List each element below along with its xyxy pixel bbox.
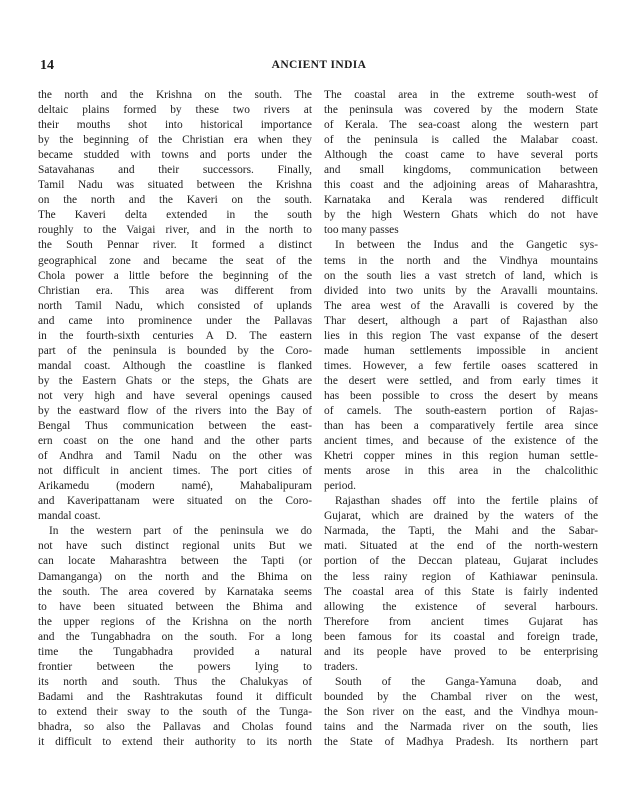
text-line: Satavahanas and their successors. Finally,: [38, 164, 312, 177]
text-line: the Son river on the east, and the Vindhya moun-: [324, 705, 598, 718]
text-line: the desert were settled, and from early times it: [324, 374, 598, 387]
text-line: deltaic plains formed by these two rivers at: [38, 104, 312, 117]
text-line: and Kaveripattanam were situated on the Coro-: [38, 495, 312, 508]
text-line: time the Tungabhadra provided a natural: [38, 645, 312, 658]
text-line: the south. The area covered by Karnataka seems: [38, 585, 312, 598]
text-line: Therefore from ancient times Gujarat has: [324, 615, 598, 628]
text-line: the less rainy region of Kathiawar peninsula.: [324, 570, 598, 583]
text-line: Khetri copper mines in this region human settle-: [324, 450, 598, 463]
text-line: divided into two units by the Aravalli mountains.: [324, 284, 598, 297]
text-line: to have been situated between the Bhima and: [38, 600, 312, 613]
text-line: geographical zone and became the seat of the: [38, 254, 312, 267]
text-line: tems in the north and the Vindhya mountains: [324, 254, 598, 267]
text-line: Thar desert, although a part of Rajasthan also: [324, 314, 598, 327]
text-line: of camels. The south-eastern portion of Rajas-: [324, 404, 598, 417]
text-line: The area west of the Aravalli is covered by the: [324, 299, 598, 312]
text-line: and its people have proved to be enterprising: [324, 645, 598, 658]
text-line: Narmada, the Tapti, the Mahi and the Sabar-: [324, 525, 598, 538]
text-line: can locate Maharashtra between the Tapti (or: [38, 555, 312, 568]
text-line: Bengal Thus communication between the east-: [38, 420, 312, 433]
text-line: and small kingdoms, communication between: [324, 164, 598, 177]
page-number: 14: [40, 58, 54, 73]
text-line: bounded by the Chambal river on the west,: [324, 690, 598, 703]
text-line: by the beginning of the Christian era when they: [38, 134, 312, 147]
text-line: Karnataka and Kerala was rendered difficult: [324, 194, 598, 207]
text-line: The coastal area in the extreme south-west of: [324, 89, 598, 101]
text-line: on the south lies a vast stretch of land, which is: [324, 269, 598, 282]
text-line: period.: [324, 480, 356, 493]
text-line: Gujarat, which are drained by the waters of the: [324, 510, 598, 523]
text-line: The Kaveri delta extended in the south: [38, 209, 312, 222]
text-line: ments arose in this area in the chalcolithic: [324, 465, 598, 478]
text-line: The coastal area of this State is fairly indented: [324, 585, 598, 598]
text-line: In between the Indus and the Gangetic sys-: [335, 239, 598, 252]
text-line: Arikamedu (modern namé), Mahabalipuram: [38, 480, 312, 493]
text-line: and the Tungabhadra on the south. For a long: [38, 630, 312, 643]
text-line: of the peninsula is called the Malabar coast.: [324, 134, 598, 147]
text-line: bhadra, so also the Pallavas and Cholas found: [38, 720, 312, 733]
text-line: the South Pennar river. It formed a distinct: [38, 239, 312, 252]
text-line: than has been a comparatively fertile area since: [324, 420, 598, 433]
text-line: its north and south. Thus the Chalukyas of: [38, 675, 312, 688]
text-line: in the fourth-sixth centuries A D. The eastern: [38, 329, 312, 342]
text-line: mandal coast. Although the coastline is flanked: [38, 359, 312, 372]
text-line: ancient times, and because of the existence of the: [324, 435, 598, 448]
text-line: ern coast on the one hand and the other parts: [38, 435, 312, 448]
text-line: of Kerala. The sea-coast along the western part: [324, 119, 598, 132]
text-line: traders.: [324, 660, 358, 673]
text-line: Chola power a little before the beginning of the: [38, 269, 312, 282]
text-line: mati. Situated at the end of the north-western: [324, 540, 598, 553]
text-line: on the north and the Kaveri on the south.: [38, 194, 312, 207]
text-line: too many passes: [324, 224, 399, 237]
text-line: been famous for its coastal and foreign trade,: [324, 630, 598, 643]
text-line: this coast and the adjoining areas of Maharashtra,: [324, 179, 598, 192]
text-line: roughly to the Vaigai river, and in the north to: [38, 224, 312, 237]
text-line: Although the coast came to have several ports: [324, 149, 598, 162]
running-title: ANCIENT INDIA: [271, 59, 367, 71]
text-line: times. However, a few fertile oases scattered in: [324, 359, 598, 372]
text-line: the State of Madhya Pradesh. Its northern part: [324, 736, 598, 749]
text-line: not very high and have several openings caused: [38, 389, 312, 402]
text-line: part of the peninsula is bounded by the Coro-: [38, 344, 312, 357]
left-column: [38, 88, 312, 750]
right-column: [324, 88, 598, 750]
text-line: In the western part of the peninsula we do: [49, 525, 312, 538]
text-line: the north and the Krishna on the south. The: [38, 89, 312, 101]
text-line: made human settlements impossible in ancient: [324, 344, 598, 357]
text-line: Badami and the Rashtrakutas found it difficult: [38, 690, 312, 703]
text-line: allowing the existence of several harbours.: [324, 600, 598, 613]
text-line: Damanganga) on the north and the Bhima on: [38, 570, 312, 583]
text-line: the upper regions of the Krishna on the north: [38, 615, 312, 628]
text-line: frontier between the powers lying to: [38, 660, 312, 673]
text-line: the peninsula was covered by the modern State: [324, 104, 598, 117]
text-line: it difficult to extend their authority to its north: [38, 736, 312, 749]
text-line: became studded with towns and ports under the: [38, 149, 312, 162]
text-line: South of the Ganga-Yamuna doab, and: [335, 675, 598, 688]
text-line: tains and the Narmada river on the south, lies: [324, 720, 598, 733]
text-line: to extend their sway to the south of the Tunga-: [38, 705, 312, 718]
text-line: mandal coast.: [38, 510, 101, 523]
text-line: Rajasthan shades off into the fertile plains of: [335, 495, 598, 508]
text-line: their mouths shot into historical importance: [38, 119, 312, 132]
text-line: Tamil Nadu was situated between the Krishna: [38, 179, 312, 192]
text-line: not difficult in ancient times. The port cities of: [38, 465, 312, 478]
text-line: by the Eastern Ghats or the steps, the Ghats are: [38, 374, 312, 387]
text-line: has been possible to cross the desert by means: [324, 389, 598, 402]
text-line: lies in this region The vast expanse of the desert: [324, 329, 598, 342]
text-line: Christian era. This area was different from: [38, 284, 312, 297]
text-line: and came into prominence under the Pallavas: [38, 314, 312, 327]
text-line: portion of the Deccan plateau, Gujarat includes: [324, 555, 598, 568]
text-line: by the eastward flow of the rivers into the Bay of: [38, 404, 312, 417]
text-line: of Andhra and Tamil Nadu on the other was: [38, 450, 312, 463]
text-line: not have such distinct regional units But we: [38, 540, 312, 553]
text-line: north Tamil Nadu, which consisted of uplands: [38, 299, 312, 312]
text-line: by the high Western Ghats which do not have: [324, 209, 598, 222]
